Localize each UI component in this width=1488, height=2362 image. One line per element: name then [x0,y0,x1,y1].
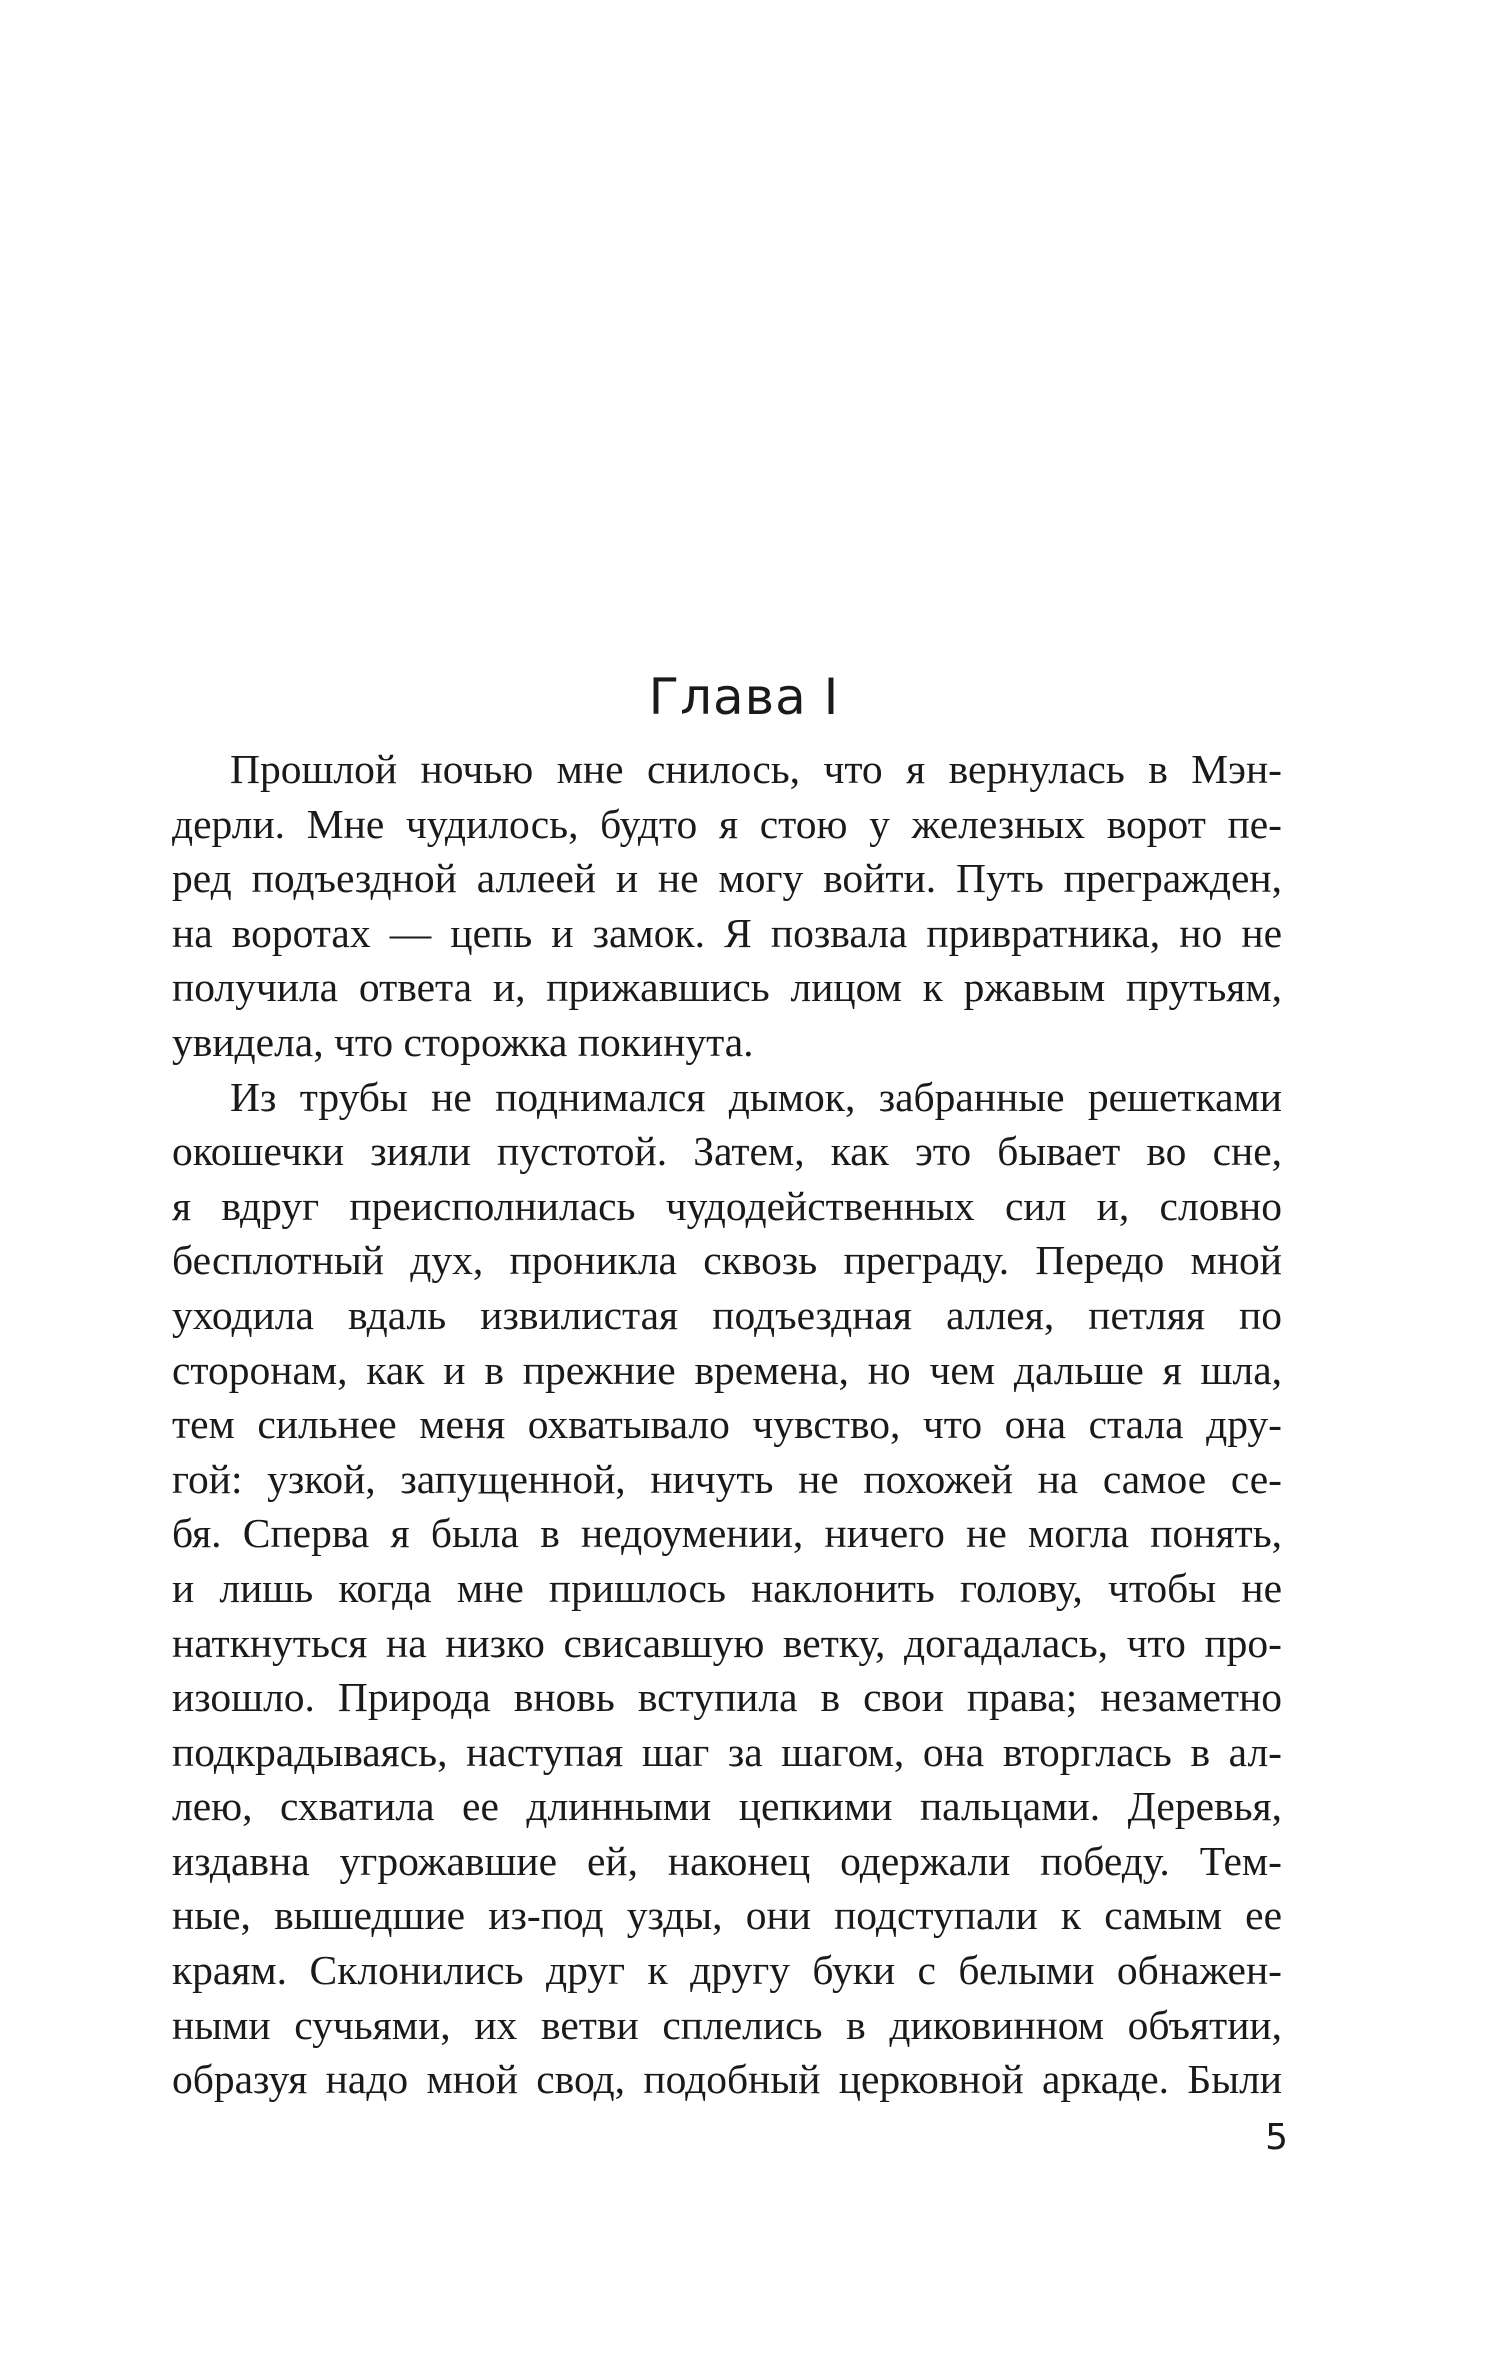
text-line: ред подъездной аллеей и не могу войти. Путь прегражден, [172,855,1282,902]
text-line: изошло. Природа вновь вступила в свои права; незаметно [172,1674,1282,1721]
text-line: подкрадываясь, наступая шаг за шагом, она вторглась в ал- [172,1728,1282,1775]
page-number: 5 [1265,2117,1288,2158]
text-line: ные, вышедшие из-под узды, они подступали к самым ее [172,1892,1282,1939]
chapter-title: Глава I [648,667,840,726]
text-line: сторонам, как и в прежние времена, но чем дальше я шла, [172,1346,1282,1393]
text-line: Из трубы не поднимался дымок, забранные решетками [230,1073,1282,1120]
text-line: гой: узкой, запущенной, ничуть не похожей на самое се- [172,1455,1282,1502]
text-line: лею, схватила ее длинными цепкими пальцами. Деревья, [172,1783,1282,1830]
text-line: тем сильнее меня охватывало чувство, что она стала дру- [172,1401,1282,1448]
text-line: и лишь когда мне пришлось наклонить голову, чтобы не [172,1564,1282,1611]
text-line: ными сучьями, их ветви сплелись в диковинном объятии, [172,2001,1282,2048]
text-line: издавна угрожавшие ей, наконец одержали победу. Тем- [172,1837,1282,1884]
text-line: окошечки зияли пустотой. Затем, как это бывает во сне, [172,1128,1282,1175]
text-line: бесплотный дух, проникла сквозь преграду. Передо мной [172,1237,1282,1284]
text-line: на воротах — цепь и замок. Я позвала привратника, но не [172,909,1282,956]
text-line: Прошлой ночью мне снилось, что я вернулась в Мэн- [230,746,1282,792]
text-line: наткнуться на низко свисавшую ветку, догадалась, что про- [172,1619,1282,1666]
text-line: увидела, что сторожка покинута. [172,1018,754,1065]
text-line: я вдруг преисполнилась чудодейственных сил и, словно [172,1182,1282,1229]
text-line: краям. Склонились друг к другу буки с белыми обнажен- [172,1947,1282,1994]
text-line: дерли. Мне чудилось, будто я стою у железных ворот пе- [172,800,1282,847]
text-line: бя. Сперва я была в недоумении, ничего не могла понять, [172,1510,1282,1557]
chapter-body [172,742,1282,2107]
text-line: получила ответа и, прижавшись лицом к ржавым прутьям, [172,964,1282,1011]
text-line: образуя надо мной свод, подобный церковной аркаде. Были [172,2056,1282,2103]
text-line: уходила вдаль извилистая подъездная аллея, петляя по [172,1291,1282,1338]
